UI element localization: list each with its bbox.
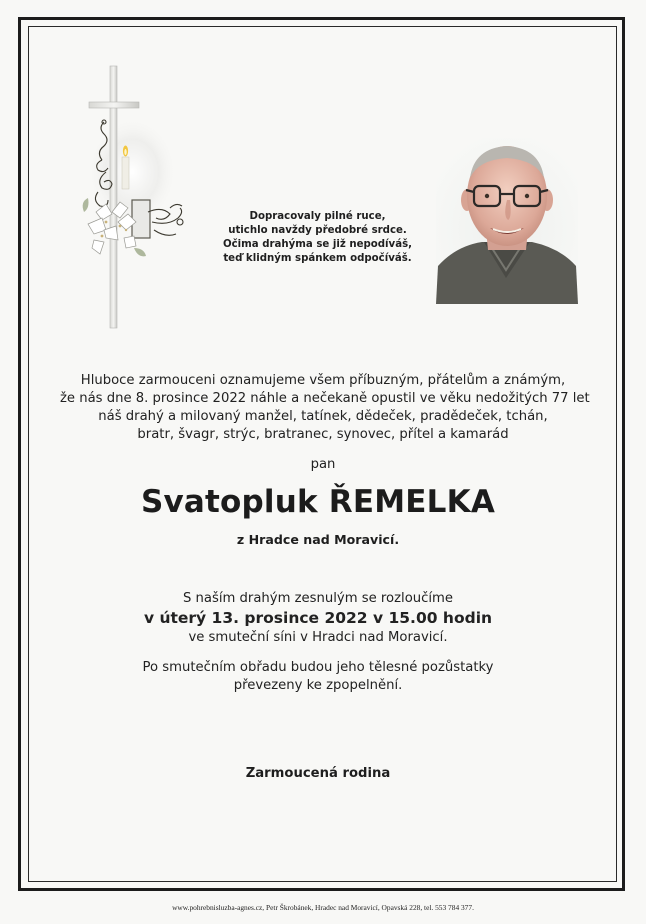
- memorial-poem: [205, 210, 430, 266]
- honorific: pan: [310, 457, 336, 472]
- announcement-line: Hluboce zarmouceni oznamujeme všem příbuzným, přátelům a známým,: [80, 373, 566, 388]
- funeral-datetime: v úterý 13. prosince 2022 v 15.00 hodin: [143, 609, 493, 627]
- deceased-origin: z Hradce nad Moravicí.: [236, 532, 400, 547]
- funeral-details: [0, 590, 636, 647]
- cremation-note: [0, 659, 636, 695]
- poem-line: teď klidným spánkem odpočíváš.: [223, 253, 412, 264]
- portrait-photo: [436, 138, 578, 304]
- poem-line: Očima drahýma se již nepodíváš,: [222, 239, 413, 250]
- cremation-line: Po smutečním obřadu budou jeho tělesné pozůstatky: [142, 660, 494, 675]
- funeral-service-footer: www.pohrebnisluzba-agnes.cz, Petr Škrobánek, Hradec nad Moravicí, Opavská 228, tel. 553 784 377.: [172, 903, 474, 912]
- announcement-line: že nás dne 8. prosince 2022 náhle a nečekaně opustil ve věku nedožitých 77 let: [60, 391, 590, 406]
- poem-line: Dopracovaly pilné ruce,: [249, 211, 386, 222]
- cremation-line: převezeny ke zpopelnění.: [233, 678, 403, 693]
- announcement-line: náš drahý a milovaný manžel, tatínek, dědeček, pradědeček, tchán,: [98, 409, 548, 424]
- funeral-location: ve smuteční síni v Hradci nad Moravicí.: [188, 630, 448, 645]
- cross-with-lilies-icon: [74, 62, 204, 337]
- candle-icon: [122, 146, 129, 190]
- deceased-name: Svatopluk ŘEMELKA: [140, 484, 496, 520]
- announcement-line: bratr, švagr, strýc, bratranec, synovec, přítel a kamarád: [137, 427, 509, 442]
- family-signature: Zarmoucená rodina: [245, 766, 391, 781]
- announcement-text: [60, 372, 590, 444]
- poem-line: utichlo navždy předobré srdce.: [228, 225, 407, 236]
- funeral-intro: S naším drahým zesnulým se rozloučíme: [182, 591, 454, 606]
